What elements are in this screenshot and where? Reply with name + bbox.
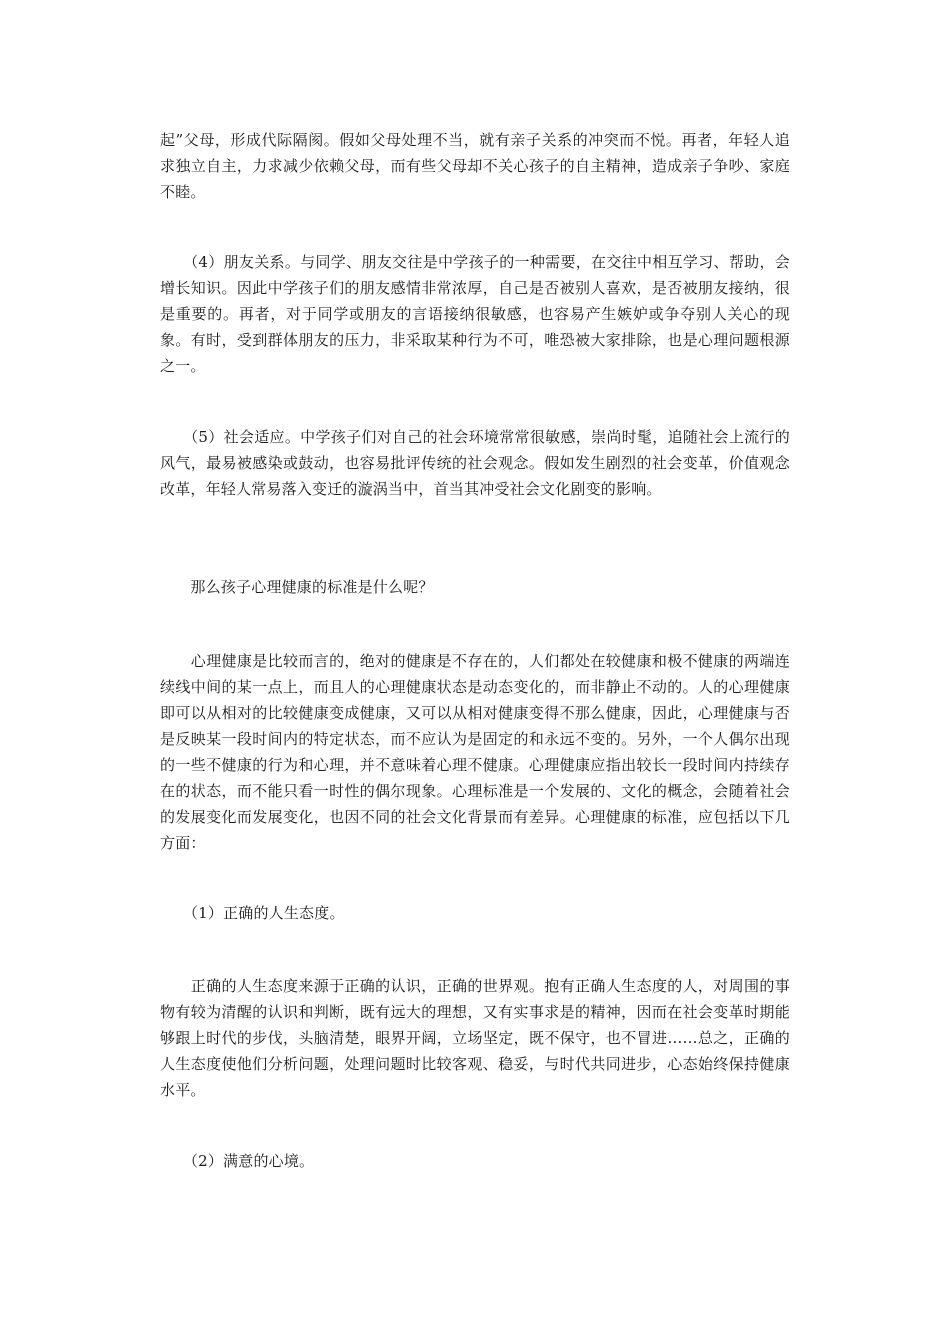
paragraph-family-conflict-continued: 起”父母，形成代际隔阂。假如父母处理不当，就有亲子关系的冲突而不悦。再者，年轻人追求独立自主，力求减少依赖父母，而有些父母却不关心孩子的自主精神，造成亲子争吵、家庭不睦。 — [160, 131, 790, 201]
paragraph-health-standard-question: 那么孩子心理健康的标准是什么呢？ — [160, 578, 434, 596]
paragraph-correct-life-attitude: 正确的人生态度来源于正确的认识，正确的世界观。抱有正确人生态度的人，对周围的事物有较为清醒的认识和判断，既有远大的理想，又有实事求是的精神，因而在社会变革时期能够跟上时代的步伐，头脑清楚，眼界开阔，立场坚定，既不保守，也不冒进……总之，正确的人生态度使他们分析问题，处理问题时比较客观、稳妥，与时代共同进步，心态始终保持健康水平。 — [160, 977, 790, 1099]
paragraph-friend-relations: （4）朋友关系。与同学、朋友交往是中学孩子的一种需要，在交往中相互学习、帮助，会增长知识。因此中学孩子们的朋友感情非常浓厚，自己是否被别人喜欢，是否被朋友接纳，很是重要的。再者，对于同学或朋友的言语接纳很敏感，也容易产生嫉妒或争夺别人关心的现象。有时，受到群体朋友的压力，非采取某种行为不可，唯恐被大家排除，也是心理问题根源之一。 — [160, 253, 790, 375]
paragraph-mental-health-definition: 心理健康是比较而言的，绝对的健康是不存在的，人们都处在较健康和极不健康的两端连续线中间的某一点上，而且人的心理健康状态是动态变化的，而非静止不动的。人的心理健康即可以从相对的比较健康变成健康，又可以从相对健康变得不那么健康，因此，心理健康与否是反映某一段时间内的特定状态，而不应认为是固定的和永远不变的。另外，一个人偶尔出现的一些不健康的行为和心理，并不意味着心理不健康。心理健康应指出较长一段时间内持续存在的状态，而不能只看一时性的偶尔现象。心理标准是一个发展的、文化的概念，会随着社会的发展变化而发展变化，也因不同的社会文化背景而有差异。心理健康的标准，应包括以下几方面： — [160, 652, 790, 852]
paragraph-social-adaptation: （5）社会适应。中学孩子们对自己的社会环境常常很敏感，崇尚时髦，追随社会上流行的风气，最易被感染或鼓动，也容易批评传统的社会观念。假如发生剧烈的社会变革，价值观念改革，年轻人常易落入变迁的漩涡当中，首当其冲受社会文化剧变的影响。 — [160, 428, 790, 498]
heading-satisfied-mood: （2）满意的心境。 — [160, 1152, 315, 1170]
heading-correct-life-attitude: （1）正确的人生态度。 — [160, 904, 345, 922]
